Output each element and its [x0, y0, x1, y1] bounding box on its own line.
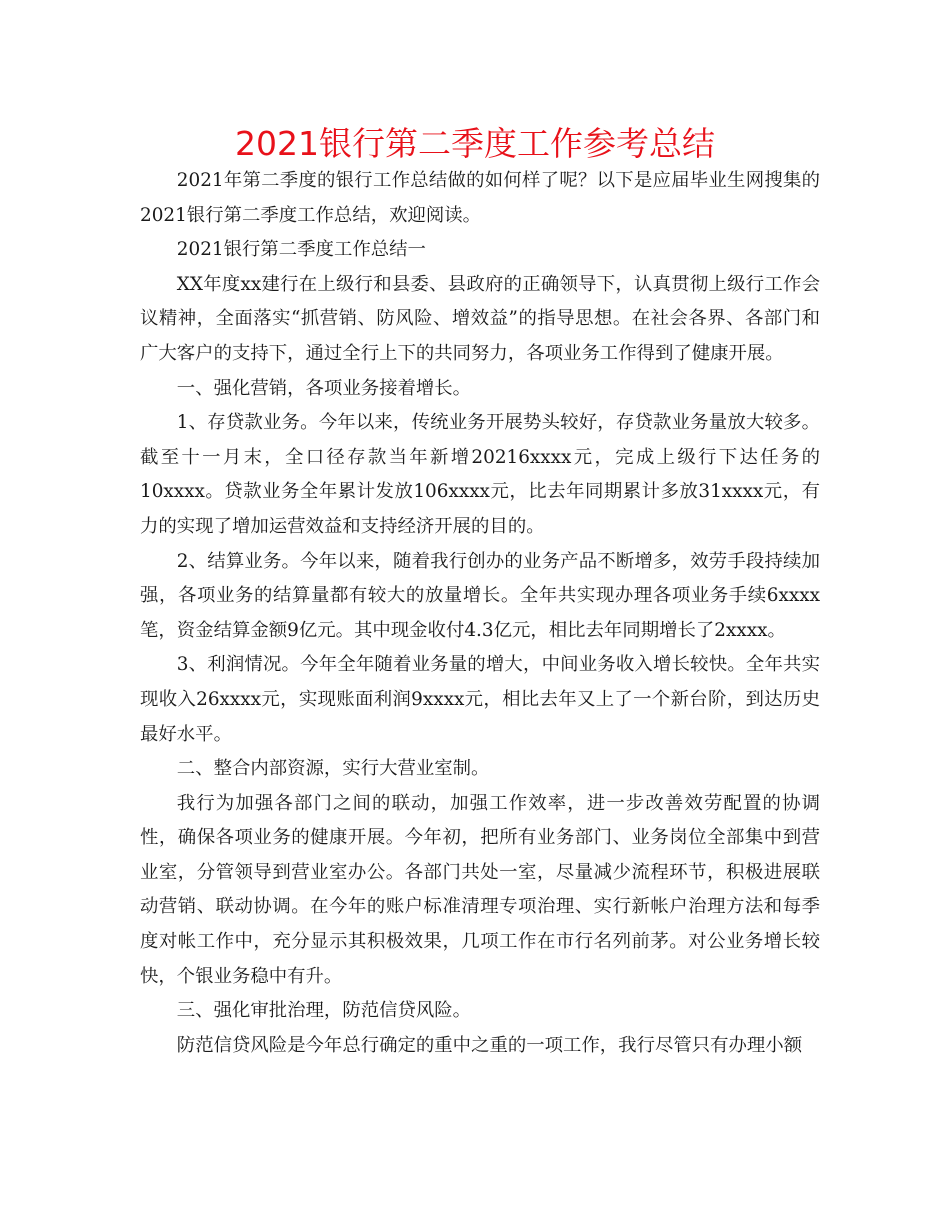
- document-title: 2021银行第二季度工作参考总结: [235, 124, 715, 163]
- body-paragraph: 2、结算业务。今年以来，随着我行创办的业务产品不断增多，效劳手段持续加强，各项业务的结算量都有较大的放量增长。全年共实现办理各项业务手续6xxxx笔，资金结算金额9亿元。其中现金收付4.3亿元，相比去年同期增长了2xxxx。: [140, 550, 820, 641]
- section-heading: 一、强化营销，各项业务接着增长。: [176, 377, 472, 399]
- body-paragraph: XX年度xx建行在上级行和县委、县政府的正确领导下，认真贯彻上级行工作会议精神，全面落实“抓营销、防风险、增效益”的指导思想。在社会各界、各部门和广大客户的支持下，通过全行上下的共同努力，各项业务工作得到了健康开展。: [140, 273, 820, 364]
- body-paragraph: 1、存贷款业务。今年以来，传统业务开展势头较好，存贷款业务量放大较多。截至十一月末，全口径存款当年新增20216xxxx元，完成上级行下达任务的10xxxx。贷款业务全年累计发放106xxxx元，比去年同期累计多放31xxxx元，有力的实现了增加运营效益和支持经济开展的目的。: [140, 412, 820, 537]
- section-heading: 2021银行第二季度工作总结一: [176, 239, 426, 261]
- body-paragraph: 3、利润情况。今年全年随着业务量的增大，中间业务收入增长较快。全年共实现收入26xxxx元，实现账面利润9xxxx元，相比去年又上了一个新台阶，到达历史最好水平。: [140, 654, 820, 745]
- intro-paragraph: 2021年第二季度的银行工作总结做的如何样了呢？以下是应届毕业生网搜集的2021银行第二季度工作总结，欢迎阅读。: [140, 170, 820, 226]
- section-heading: 三、强化审批治理，防范信贷风险。: [176, 1000, 472, 1022]
- body-paragraph: 防范信贷风险是今年总行确定的重中之重的一项工作，我行尽管只有办理小额: [176, 1034, 803, 1056]
- body-paragraph: 我行为加强各部门之间的联动，加强工作效率，进一步改善效劳配置的协调性，确保各项业务的健康开展。今年初，把所有业务部门、业务岗位全部集中到营业室，分管领导到营业室办公。各部门共处一室，尽量减少流程环节，积极进展联动营销、联动协调。在今年的账户标准清理专项治理、实行新帐户治理方法和每季度对帐工作中，充分显示其积极效果，几项工作在市行名列前茅。对公业务增长较快，个银业务稳中有升。: [140, 792, 820, 987]
- section-heading: 二、整合内部资源，实行大营业室制。: [176, 758, 490, 780]
- document-body: [140, 164, 820, 1063]
